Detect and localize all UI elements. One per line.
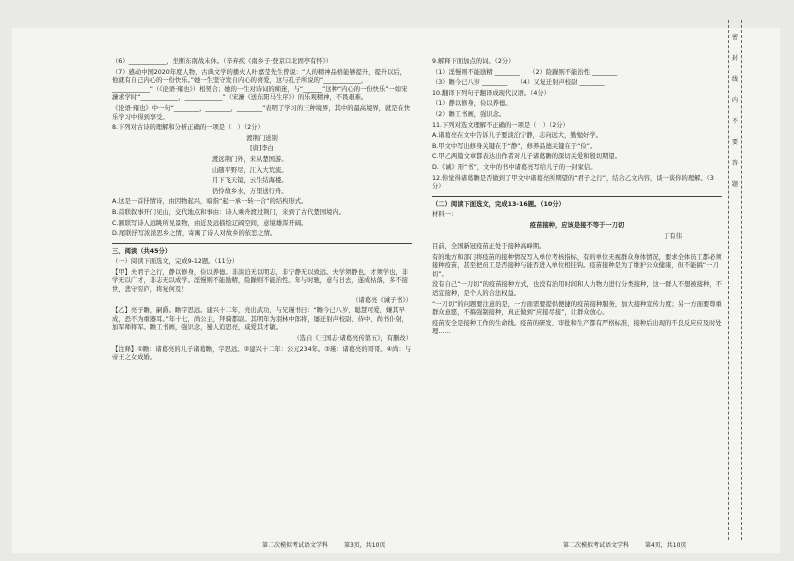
article-para-3: 没有自己“一刀切”的疫苗接种方式，也没有治用时间和人力物力进行分类接种，这一群人不想被接种，不适宜接种，是个人的合法权益。	[432, 281, 722, 298]
divider	[112, 243, 412, 244]
seal-line	[728, 20, 742, 540]
seal-char: 题	[731, 181, 738, 188]
seal-char: 内	[731, 97, 738, 104]
article-para-2: 有的地方和部门将疫苗的接种情况写入单位考核指标，有的单位无视群众身体情况，要求全体员工都必须接种疫苗，甚至把员工是否接种与能否进入单位相挂钩。疫苗接种是为了维护公众健康，但不能搞“一刀切”。	[432, 253, 722, 278]
source-b: （选自《三国志·诸葛亮传第五》，有删改）	[293, 335, 412, 343]
seal-char: 不	[731, 118, 738, 125]
option-a: A.这是一首抒情诗，由因物起兴，暗指“起一承一转一合”的结构形式。	[112, 198, 308, 206]
left-line-3: 《论语·雍也》中一句“________，________，________”表明了学习的三种境界，其中的最高境界，就是在快乐学习中得到享受。	[112, 104, 411, 121]
source-a: （诸葛亮《诫子书》）	[352, 296, 412, 304]
option-d: D.尾联抒写浓浓思乡之情，寄寓了诗人对故乡的依恋之情。	[112, 230, 277, 238]
seal-char: 线	[731, 76, 738, 83]
left-line-2: （7）感动中国2020年度人物、古典文学的播火人叶嘉莹先生曾说：“人的精神品格能够提升，提升以后，他就有自己内心的一份快乐。”她一生坚守发自内心的喜爱，这与孔子所说的“____________，____________”（《论语·雍也》）相契合；她的一生对诗词的痴迷，与“______”这种“内心的一份快乐”一如宋濂求学时“____________，____________”（宋濂《送东阳马生序》）的乐观精神，不畏艰难。	[112, 68, 408, 102]
right-line-10: C.甲乙两篇文章都表达出作者对儿子诸葛瞻的深切关爱和殷切期望。	[432, 153, 622, 161]
section-3-heading: 三、阅读（共45分）	[112, 247, 172, 255]
right-line-2: （1）淫慢则不能励精 ________ （2）险躁则不能治性 ________	[432, 68, 618, 76]
annotation: 【注释】①瞻：诸葛亮的儿子诸葛瞻，字思远。②建兴十二年：公元234年。③瑾：诸葛亮的哥哥。④尚：与帝王之女成婚。	[112, 345, 412, 362]
article-author: 丁有伟	[663, 232, 682, 240]
divider-right	[432, 196, 722, 197]
poem-author: [唐]李白	[250, 145, 274, 153]
question-8: 8.下列对古诗的理解和分析正确的一项是（ ）（2分）	[112, 124, 264, 132]
seal-char: 答	[731, 160, 738, 167]
right-line-5: （1）静以修身，俭以养德。	[432, 100, 512, 108]
right-line-7: 11.下列对选文理解不正确的一项是（ ）（2分）	[432, 121, 569, 129]
footer-left	[262, 540, 399, 549]
seal-char: 要	[731, 139, 738, 146]
poem-line-4: 仍怜故乡水，万里送行舟。	[212, 187, 288, 195]
poem-line-1: 渡远荆门外，来从楚国游。	[212, 155, 288, 163]
right-line-1: 9.解释下面加点的词。（2分）	[432, 58, 515, 65]
left-line-1: （6）____________，坐断东南战未休。（辛弃疾《南乡子·登京口北固亭有怀》）	[112, 58, 333, 65]
sub1-heading: （一）阅读下面选文，完成9-12题。（11分）	[112, 258, 239, 266]
footer-left-page: 第3页，共10页	[343, 542, 386, 549]
footer-left-exam: 第二次模拟考试语文学科	[262, 542, 329, 549]
seal-char: 密	[731, 34, 738, 41]
poem-line-3: 月下飞天镜，云生结海楼。	[212, 177, 288, 185]
article-para-5: 疫苗安全是接种工作的生命线。疫苗的研发、审批和生产都有严格标准，接种后出现的不良反应应及时处理……	[432, 319, 722, 336]
seal-char: 封	[731, 55, 738, 62]
option-c: C.颔联写诗人远眺所见景物，由近及远描绘辽阔空间，意境雄浑开阔。	[112, 219, 308, 227]
passage-a: 【甲】夫君子之行，静以修身，俭以养德。非淡泊无以明志，非宁静无以致远。夫学须静也，才须学也，非学无以广才，非志无以成学。淫慢则不能励精，险躁则不能治性。年与时驰，意与日去，遂成枯落，多不接世，悲守穷庐，将复何及！	[112, 268, 408, 294]
right-line-12: 12.你觉得诸葛瞻是否做到了甲文中诸葛亮所期望的“君子之行”，结合乙文内容，谈一谈你的理解。（3分）	[432, 174, 714, 191]
right-line-4: 10.翻译下列句子翻译成现代汉语。（4分）	[432, 89, 550, 97]
footer-right-exam: 第二次模拟考试语文学科	[563, 542, 630, 549]
article-title: 疫苗接种，应该是接不等于一刀切	[529, 221, 625, 229]
sub2-heading: （二）阅读下面选文，完成13-16题。（10分）	[432, 200, 565, 208]
right-line-3: （3）瞻今已八岁 ________ （4）又复迁射声校尉 ________	[432, 79, 605, 87]
right-line-6: （2）瞻工书画，强识念。	[432, 110, 506, 118]
footer-right-page: 第4页，共10页	[644, 542, 687, 549]
footer-right	[563, 540, 700, 549]
right-column	[432, 58, 722, 339]
poem-title: 渡荆门送别	[246, 134, 278, 142]
article-para-1: 目前，全国新冠疫苗正处于接种高峰期。	[432, 243, 546, 251]
left-column	[112, 58, 412, 365]
right-line-11: D.《诫》形“书”，文中的书中诸葛亮写给儿子的一封家信。	[432, 163, 597, 171]
right-line-8: A.诸葛亮在文中告诉儿子要淡泊宁静，志向远大，勤勉好学。	[432, 132, 602, 140]
option-b: B.首联叙事开门见山，交代地点和事由：诗人乘舟渡过荆门，来到了古代楚国境内。	[112, 208, 346, 216]
article-para-4: “一刀切”的问题要注意的是，一方面需要提供便捷的疫苗接种服务，加大接种宣传力度；另一方面要尊重群众意愿，不搞强制接种，真正做到“应接尽接”，让群众放心。	[432, 300, 722, 317]
right-line-9: B.甲文中写出修身关键在于“静”，修养品德关键在于“俭”。	[432, 142, 597, 150]
material-label: 材料一：	[432, 211, 458, 219]
passage-b: 【乙】亮子瞻，嗣爵。瞻字思远。建兴十二年，亮出武功，与兄瑾书曰：“瞻今已八岁，聪慧可爱，嫌其早成，恐不为重器耳。”年十七，尚公主，拜骑都尉。其明年为羽林中郎将，屡迁射声校尉、侍中、尚书仆射，加军师将军。瞻工书画，强识念，蜀人追思亮，咸爱其才敏。	[112, 307, 409, 332]
poem-line-2: 山随平野尽，江入大荒流。	[212, 166, 288, 174]
